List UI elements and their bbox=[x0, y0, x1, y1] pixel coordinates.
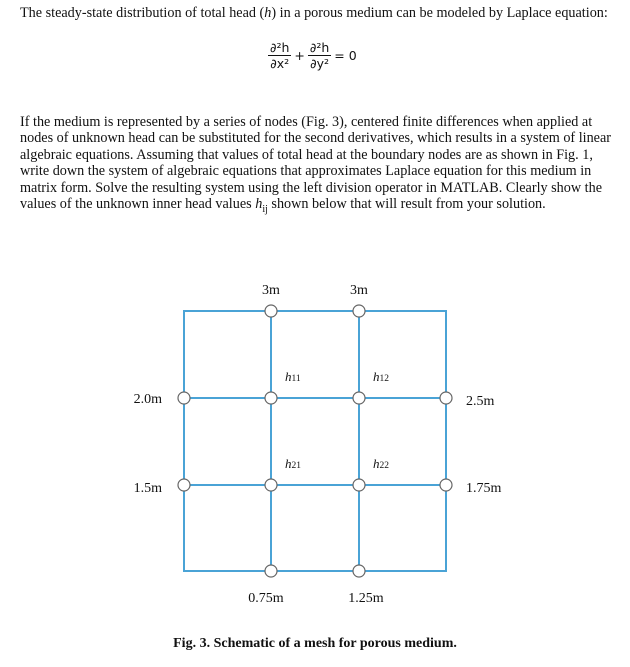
unknown-labels bbox=[285, 369, 389, 471]
eq-term2-denominator: ∂y² bbox=[310, 56, 330, 71]
boundary-node-bottom-left bbox=[265, 565, 277, 577]
boundary-node-top-left bbox=[265, 305, 277, 317]
eq-term1-numerator: ∂²h bbox=[270, 40, 290, 55]
mesh-grid bbox=[184, 311, 446, 571]
inner-node-h12 bbox=[353, 392, 365, 404]
body-variable-sub: ij bbox=[262, 203, 268, 215]
label-h22: h22 bbox=[373, 456, 389, 471]
boundary-node-top-right bbox=[353, 305, 365, 317]
label-right-lower: 1.75m bbox=[466, 481, 502, 496]
label-h12: h12 bbox=[373, 369, 389, 384]
inner-node-h21 bbox=[265, 479, 277, 491]
label-right-upper: 2.5m bbox=[466, 394, 495, 409]
eq-rhs: = 0 bbox=[334, 48, 357, 63]
inner-node-h22 bbox=[353, 479, 365, 491]
intro-text-pre: The steady-state distribution of total head ( bbox=[20, 5, 265, 21]
eq-term2-numerator: ∂²h bbox=[309, 40, 330, 55]
boundary-node-right-upper bbox=[440, 392, 452, 404]
boundary-node-left-upper bbox=[178, 392, 190, 404]
label-top-left: 3m bbox=[262, 283, 280, 298]
grid-outer-border bbox=[184, 311, 446, 571]
boundary-node-right-lower bbox=[440, 479, 452, 491]
boundary-node-bottom-right bbox=[353, 565, 365, 577]
label-bottom-left: 0.75m bbox=[248, 591, 284, 606]
eq-term1-denominator: ∂x² bbox=[270, 56, 290, 71]
label-left-lower: 1.5m bbox=[133, 481, 162, 496]
body-text-post: shown below that will result from your solution. bbox=[267, 196, 546, 213]
label-h11: h11 bbox=[285, 369, 301, 384]
mesh-nodes bbox=[178, 305, 452, 577]
body-variable-h: h bbox=[255, 196, 263, 213]
label-top-right: 3m bbox=[350, 283, 368, 298]
intro-text-post: ) in a porous medium can be modeled by Laplace equation: bbox=[271, 5, 608, 21]
label-bottom-right: 1.25m bbox=[348, 591, 384, 606]
boundary-node-left-lower bbox=[178, 479, 190, 491]
label-left-upper: 2.0m bbox=[133, 392, 162, 407]
figure-caption: Fig. 3. Schematic of a mesh for porous medium. bbox=[173, 636, 457, 651]
intro-variable-h: h bbox=[264, 5, 272, 21]
body-text-pre: If the medium is represented by a series of nodes (Fig. 3), centered finite differences when applied at nodes of unknown head can be substituted for the second derivatives, which results in a system of linear algebraic equations. Assuming that values of total head at the boundary nodes are as shown in Fig. 1, write down the system of algebraic equations that approximates Laplace equation for this medium in matrix form. Solve the resulting system using the left division operator in MATLAB. Clearly show the values of the unknown inner head values bbox=[20, 114, 611, 213]
eq-plus: + bbox=[294, 48, 305, 63]
inner-node-h11 bbox=[265, 392, 277, 404]
label-h21: h21 bbox=[285, 456, 301, 471]
